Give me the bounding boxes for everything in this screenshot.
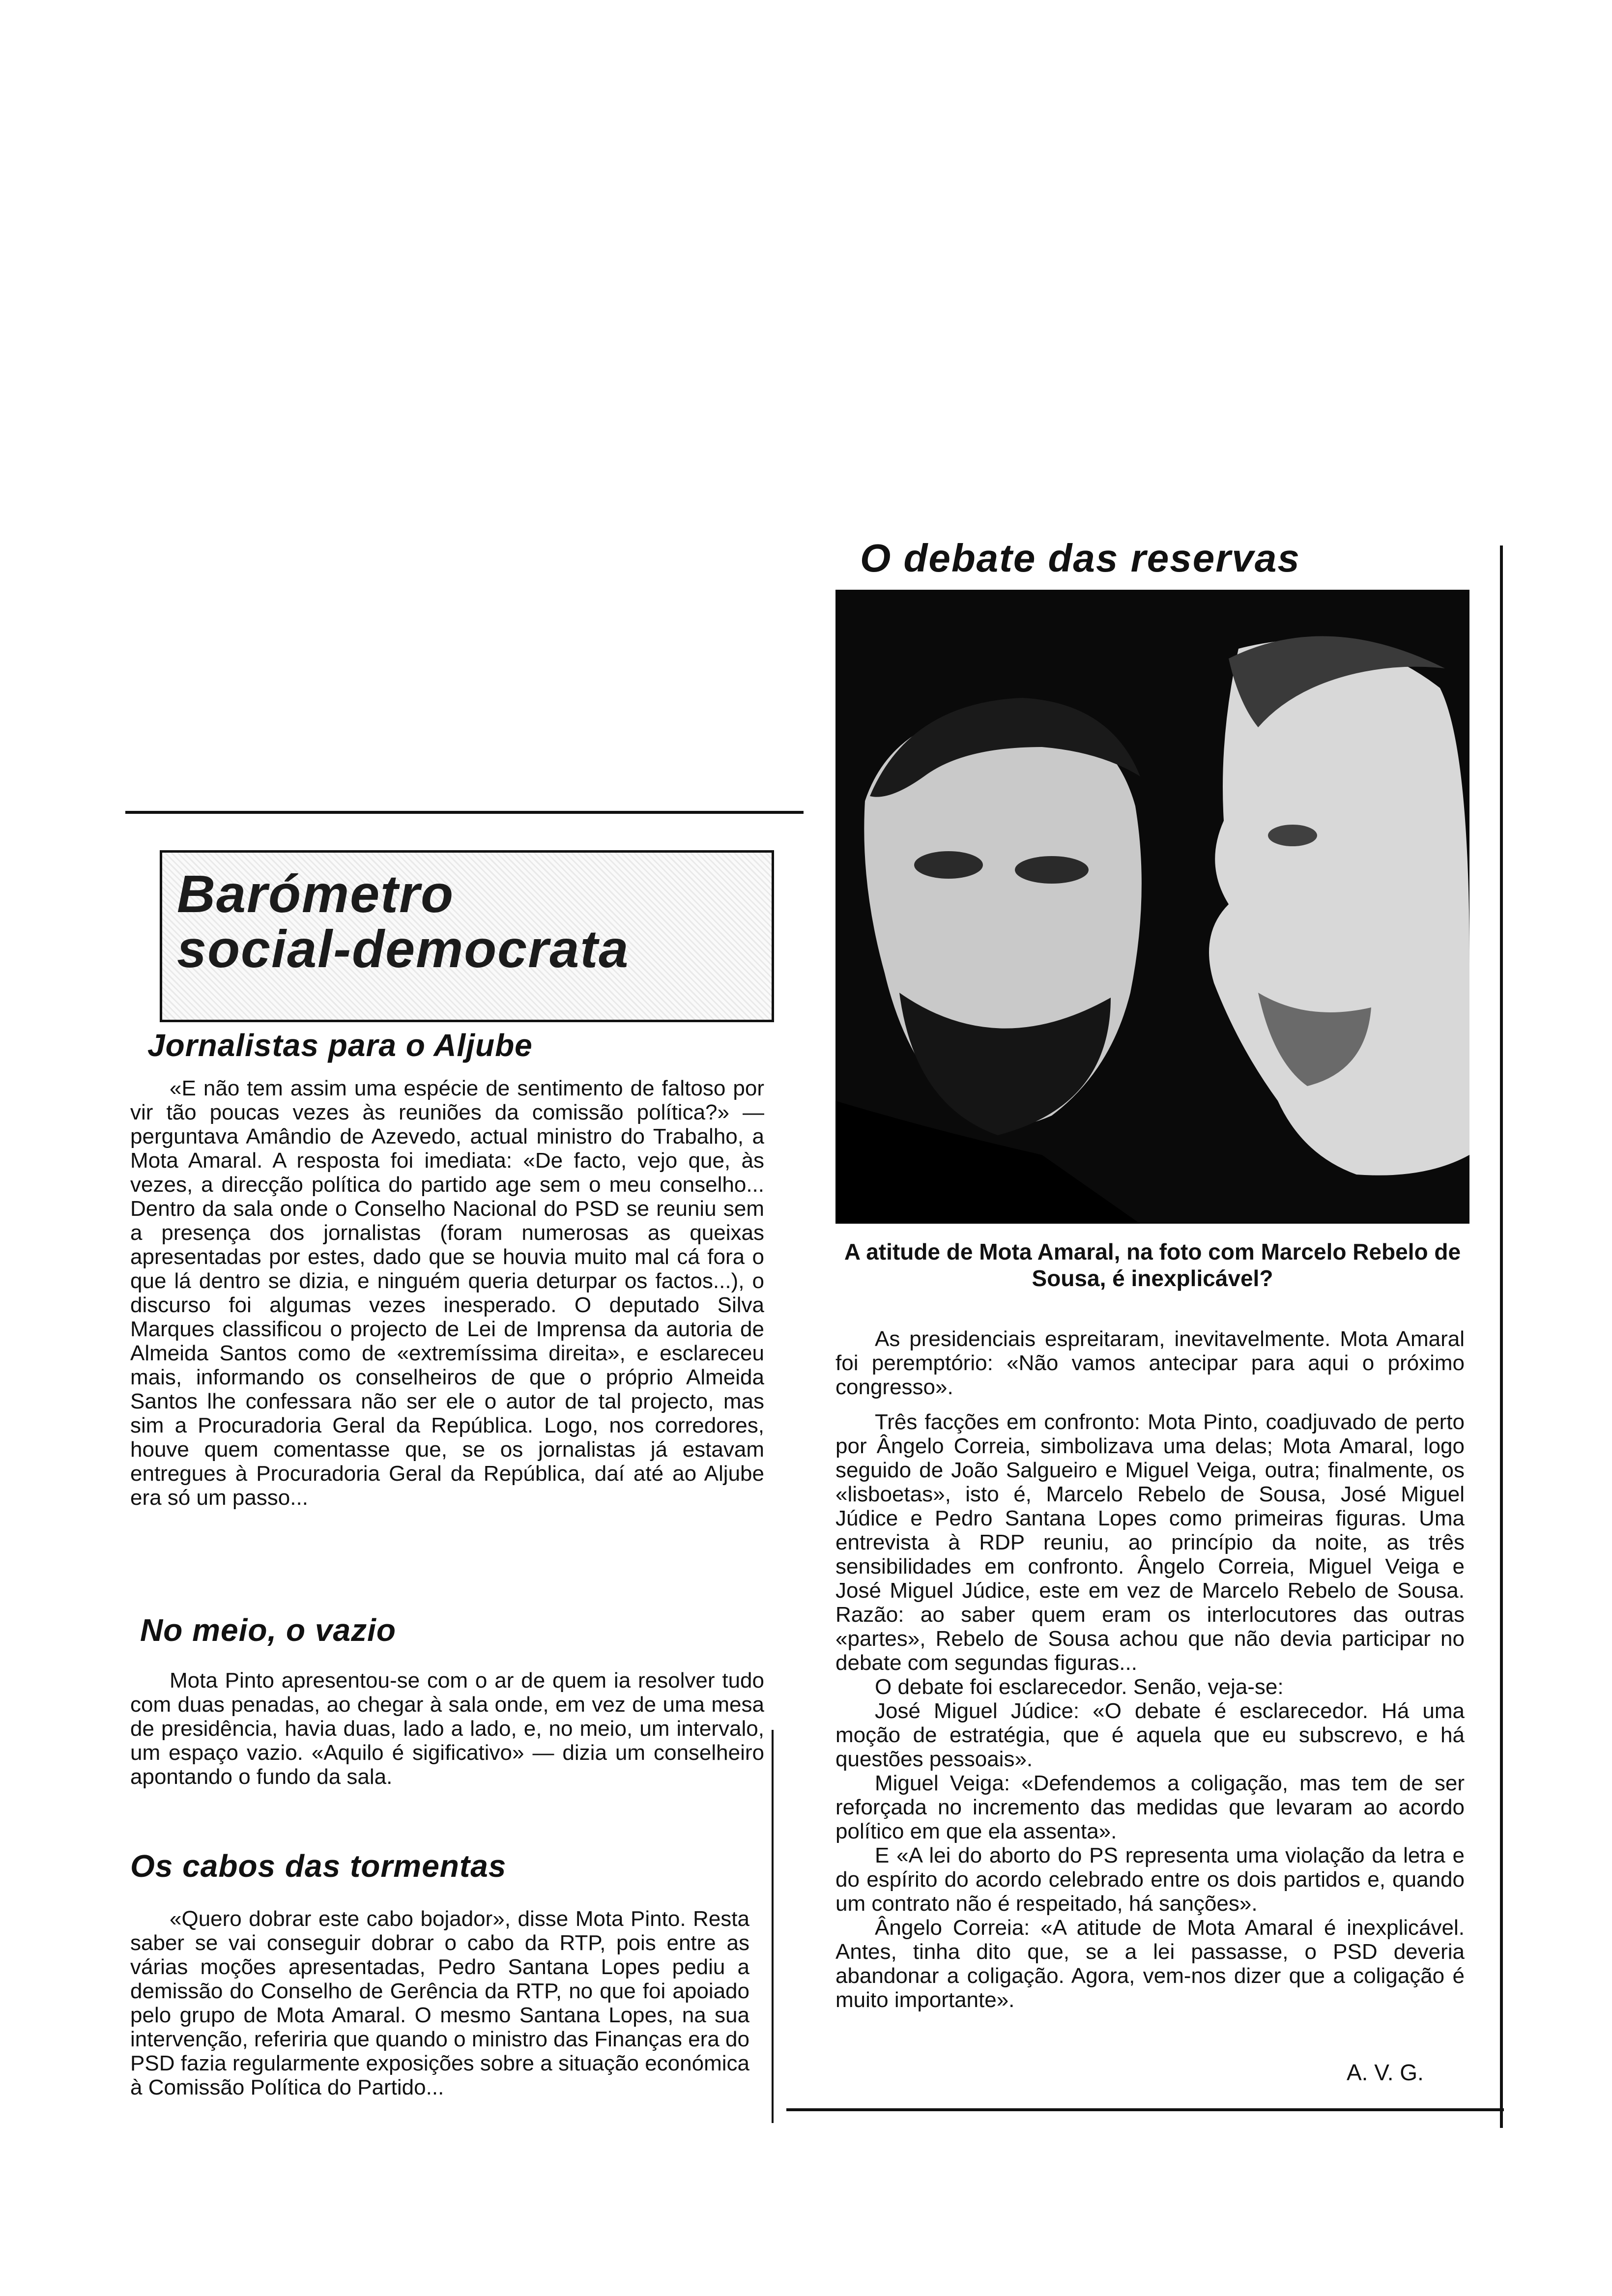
right-article-title: O debate das reservas	[860, 536, 1300, 580]
paragraph: O debate foi esclarecedor. Senão, veja-se:	[875, 1675, 1284, 1699]
section-body	[130, 1668, 764, 1789]
section-heading: Jornalistas para o Aljube	[147, 1028, 533, 1063]
paragraph: Miguel Veiga: «Defendemos a coligação, mas tem de ser reforçada no incremento das medidas que levaram ao acordo político em que ela assenta».	[835, 1771, 1465, 1843]
section-body	[130, 1076, 764, 1510]
paragraph: Três facções em confronto: Mota Pinto, coadjuvado de perto por Ângelo Correia, simbolizava uma delas; Mota Amaral, logo seguido de João Salgueiro e Miguel Veiga, outra; finalmente, os «lisboetas», isto é, Marcelo Rebelo de Sousa, José Miguel Júdice e Pedro Santana Lopes como primeiras figuras. Uma entrevista à RDP reuniu, ao princípio da noite, as três sensibilidades em confronto. Ângelo Correia, Miguel Veiga e José Miguel Júdice, este em vez de Marcelo Rebelo de Sousa. Razão: ao saber quem eram os interlocutores das outras «partes», Rebelo de Sousa achou que não devia participar no debate com segundas figuras...	[835, 1410, 1465, 1675]
paragraph: Mota Pinto apresentou-se com o ar de quem ia resolver tudo com duas penadas, ao chegar à sala onde, em vez de uma mesa de presidência, havia duas, lado a lado, e, no meio, um intervalo, um espaço vazio. «Aquilo é sigificativo» — dizia um conselheiro apontando o fundo da sala.	[130, 1668, 764, 1789]
top-rule-left	[125, 811, 804, 814]
paragraph: As presidenciais espreitaram, inevitavelmente. Mota Amaral foi peremptório: «Não vamos antecipar para aqui o próximo congresso».	[835, 1327, 1465, 1399]
divider-vertical	[772, 1730, 774, 2123]
photo-image	[835, 590, 1469, 1224]
bottom-rule	[786, 2108, 1504, 2111]
paragraph: E «A lei do aborto do PS representa uma violação da letra e do espírito do acordo celebrado entre os dois partidos e, quando um contrato não é respeitado, há sanções».	[835, 1843, 1465, 1916]
barometro-banner	[160, 850, 774, 1022]
section-heading: Os cabos das tormentas	[130, 1848, 507, 1884]
banner-title-line1: Barómetro	[177, 864, 455, 923]
right-article-body	[835, 1327, 1465, 2012]
section-heading: No meio, o vazio	[140, 1612, 396, 1648]
paragraph: José Miguel Júdice: «O debate é esclarecedor. Há uma moção de estratégia, que é aquela que eu subscrevo, e há questões pessoais».	[835, 1699, 1465, 1771]
signature: A. V. G.	[1347, 2060, 1424, 2085]
photo-caption: A atitude de Mota Amaral, na foto com Marcelo Rebelo de Sousa, é inexplicável?	[844, 1239, 1461, 1291]
photo-mota-amaral-marcelo	[835, 590, 1469, 1224]
paragraph: «Quero dobrar este cabo bojador», disse Mota Pinto. Resta saber se vai conseguir dobrar o cabo da RTP, pois entre as várias moções apresentadas, Pedro Santana Lopes pediu a demissão do Conselho de Gerência da RTP, no que foi apoiado pelo grupo de Mota Amaral. O mesmo Santana Lopes, na sua intervenção, referiria que quando o ministro das Finanças era do PSD fazia regularmente exposições sobre a situação económica à Comissão Política do Partido...	[130, 1907, 749, 2099]
section-body	[130, 1907, 749, 2099]
paragraph: «E não tem assim uma espécie de sentimento de faltoso por vir tão poucas vezes às reuniões da comissão política?» — perguntava Amândio de Azevedo, actual ministro do Trabalho, a Mota Amaral. A resposta foi imediata: «De facto, vejo que, às vezes, a direcção política do partido age sem o meu conselho... Dentro da sala onde o Conselho Nacional do PSD se reuniu sem a presença dos jornalistas (foram numerosas as queixas apresentadas por estes, dado que se houvia muito mal cá fora o que lá dentro se dizia, e ninguém queria deturpar os factos...), o discurso foi algumas vezes inesperado. O deputado Silva Marques classificou o projecto de Lei de Imprensa da autoria de Almeida Santos como de «extremíssima direita», e esclareceu mais, informando os conselheiros de que o próprio Almeida Santos lhe confessara não ser ele o autor de tal projecto, mas sim a Procuradoria Geral da República. Logo, nos corredores, houve quem comentasse que, se os jornalistas já estavam entregues à Procuradoria Geral da República, daí até ao Aljube era só um passo...	[130, 1076, 764, 1510]
right-column-rule	[1500, 545, 1503, 2128]
banner-title-line2: social-democrata	[177, 919, 630, 978]
paragraph: Ângelo Correia: «A atitude de Mota Amaral é inexplicável. Antes, tinha dito que, se a lei passasse, o PSD deveria abandonar a coligação. Agora, vem-nos dizer que a coligação é muito importante».	[835, 1916, 1465, 2012]
